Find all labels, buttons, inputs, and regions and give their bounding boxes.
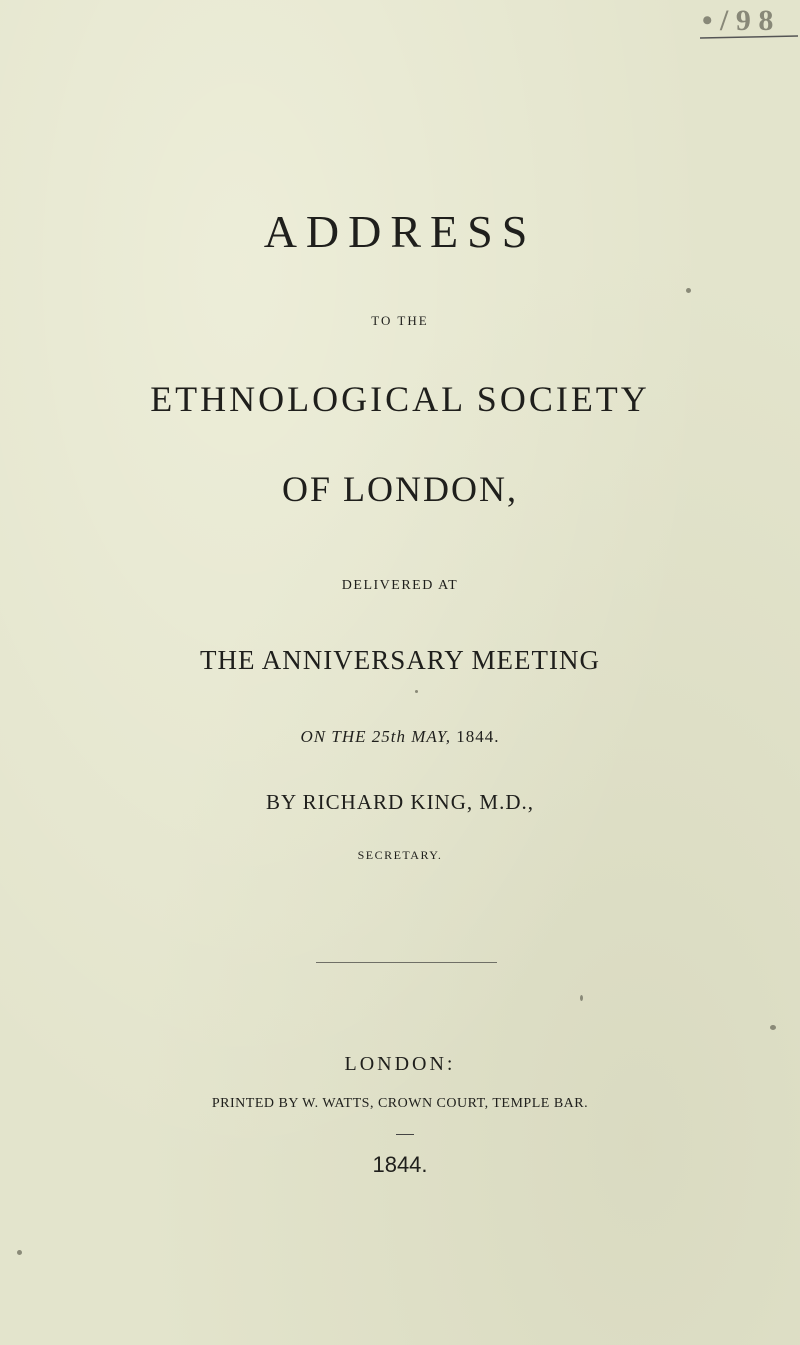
short-divider: [396, 1134, 414, 1135]
library-stamp-mark: [690, 0, 800, 42]
svg-text:• / 9 8: • / 9 8: [702, 4, 774, 37]
paper-speck: [686, 288, 691, 293]
imprint-city: LONDON:: [344, 1053, 456, 1075]
divider-rule: [316, 962, 497, 963]
paper-speck: [17, 1250, 22, 1255]
imprint-year: 1844.: [372, 1152, 428, 1177]
delivered-label: DELIVERED AT: [341, 578, 459, 593]
date-day: 25th MAY,: [371, 727, 451, 746]
paper-speck: [770, 1025, 776, 1030]
paper-speck: [580, 995, 583, 1001]
paper-speck: [415, 690, 418, 693]
author-line: BY RICHARD KING, M.D.,: [266, 790, 534, 814]
date-prefix: ON THE: [300, 727, 367, 746]
imprint-printer: PRINTED BY W. WATTS, CROWN COURT, TEMPLE BAR.: [211, 1096, 589, 1111]
date-year: 1844.: [456, 727, 500, 746]
meeting-date: [0, 727, 800, 747]
society-city: OF LONDON,: [282, 469, 518, 509]
to-the-label: TO THE: [371, 313, 429, 328]
society-name: ETHNOLOGICAL SOCIETY: [150, 379, 650, 419]
meeting-name: THE ANNIVERSARY MEETING: [200, 645, 600, 675]
author-role: SECRETARY.: [357, 848, 443, 862]
document-title: ADDRESS: [263, 206, 537, 257]
